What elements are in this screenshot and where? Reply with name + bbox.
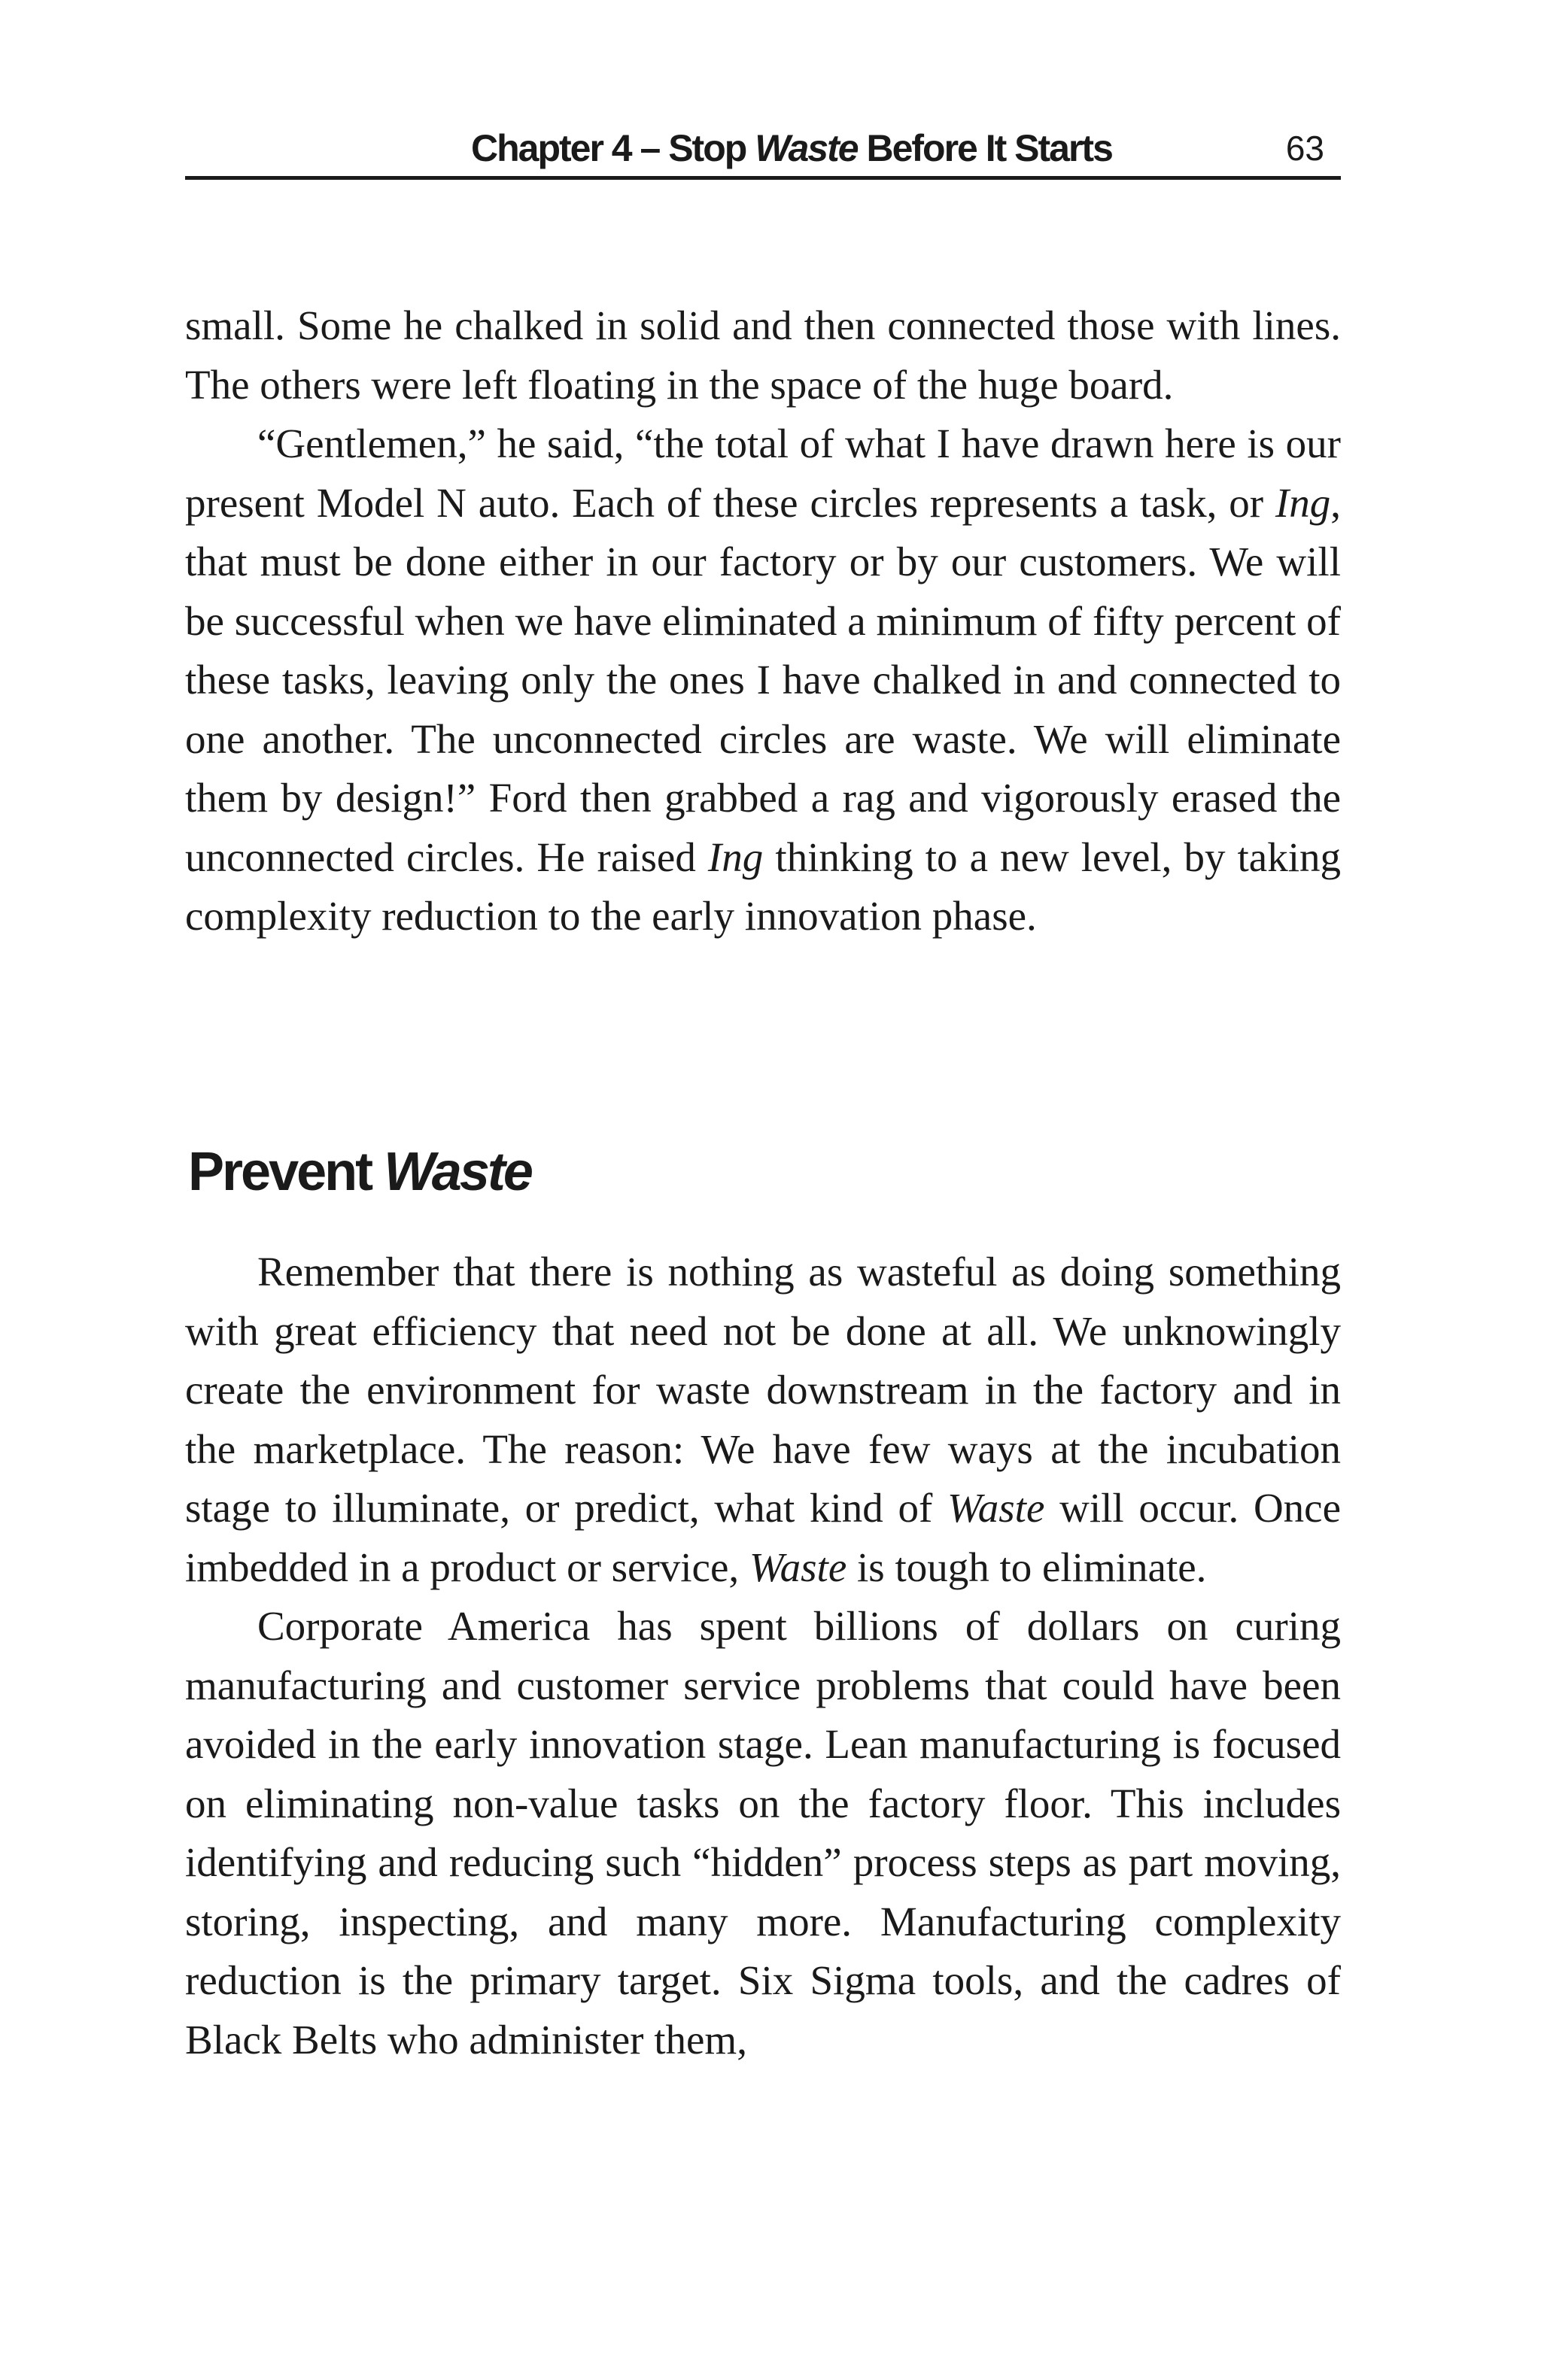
paragraph: Corporate America has spent billions of dollars on curing manufacturing and customer service problems that could have been avoided in the early innovation stage. Lean manufacturing is focused on eliminating non-value tasks on the factory floor. This includes identifying and reducing such “hidden” process steps as part moving, storing, inspecting, and many more. Manufacturing complexity reduction is the primary target. Six Sigma tools, and the cadres of Black Belts who administer them, [185,1603,1341,2063]
italic-term: Waste [749,1544,847,1590]
chapter-title-italic: Waste [755,127,858,169]
section-heading [188,1137,531,1207]
text-run: is tough to eliminate. [846,1544,1207,1590]
italic-term: Ing [707,833,764,880]
paragraph: small. Some he chalked in solid and then connected those with lines. The others were left floating in the space of the huge board. [185,302,1341,408]
text-run: Remember that there is nothing as wasteful as doing something with great efficiency that need not be done at all. We unknowingly create the environment for waste downstream in the factory and in the marketplace. The reason: We have few ways at the incubation stage to illuminate, or predict, what kind of [185,1249,1341,1531]
italic-term: Ing [1275,479,1331,526]
paragraph [185,414,1341,946]
text-run: , that must be done either in our factory or by our customers. We will be successful when we have eliminated a minimum of fifty percent of these tasks, leaving only the ones I have chalked in and connected to one another. The unconnected circles are waste. We will eliminate them by design!” Ford then grabbed a rag and vigorously erased the unconnected circles. He raised [185,479,1341,880]
chapter-title-suffix: Before It Starts [857,127,1112,169]
section-body [185,1243,1341,2069]
text-run: will occur. Once imbedded in a product or service, [185,1485,1341,1590]
chapter-title [471,120,1112,176]
section-heading-plain: Prevent [188,1142,384,1202]
text-run: thinking to a new level, by taking complexity reduction to the early innovation phase. [185,833,1341,939]
section-heading-italic: Waste [384,1142,531,1202]
continuation-text [185,296,1341,946]
chapter-title-prefix: Chapter 4 – Stop [471,127,755,169]
italic-term: Waste [947,1485,1045,1531]
text-run: “Gentlemen,” he said, “the total of what I have drawn here is our present Model N auto. Each of these circles represents a task, or [185,420,1341,526]
page-number: 63 [1285,129,1324,168]
paragraph [185,1243,1341,1597]
running-header [185,120,1341,180]
